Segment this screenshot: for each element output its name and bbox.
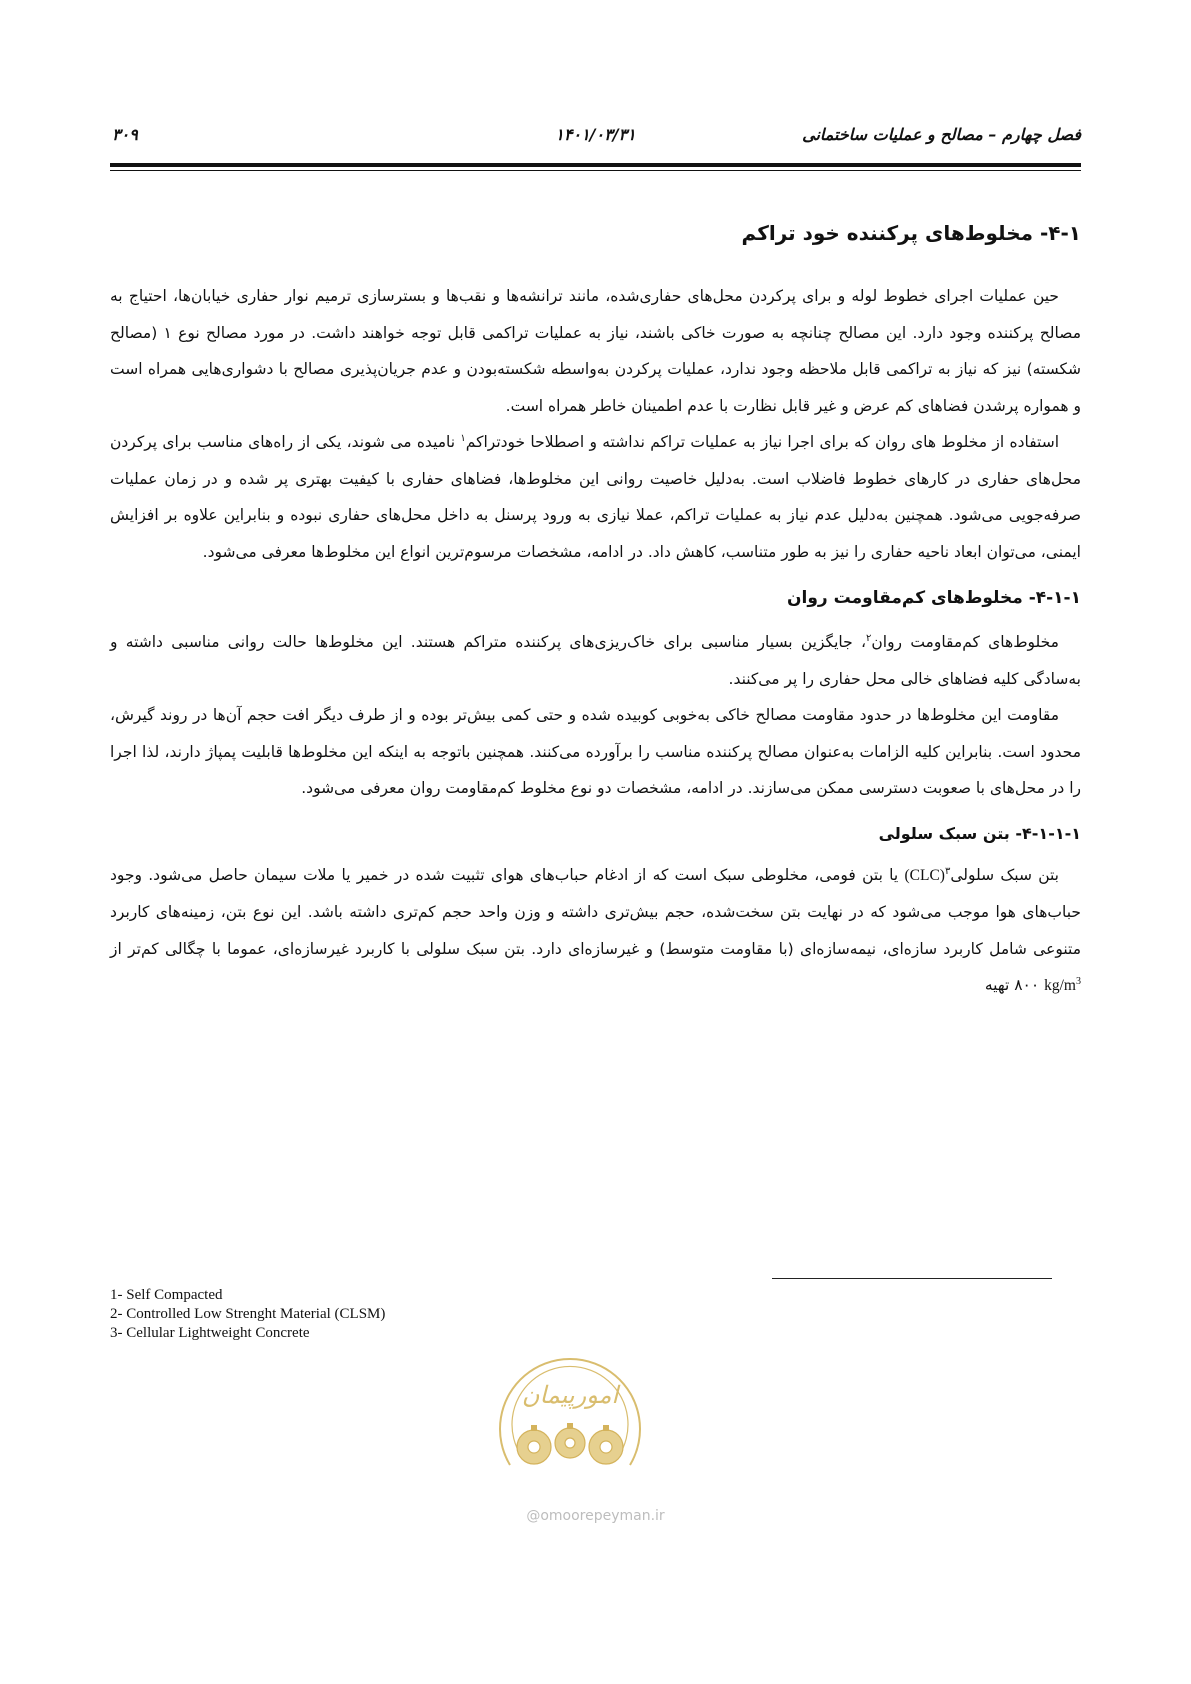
footnote-item: 1- Self Compacted xyxy=(110,1287,223,1303)
paragraph: بتن سبک سلولی$^۳$(CLC) یا بتن فومی، مخلوطی سبک است که از ادغام حباب‌های هوای تثبیت شده در خمیر یا ملات سیمان حاصل می‌شود. وجود حباب‌های هوا موجب می‌شود که در نهایت بتن سخت‌شده، حجم بیش‌تری داشته و وزن واحد حجم کم‌تری داشته باشد. این نوع بتن، زمینه‌های کاربرد متنوعی شامل کاربرد سازه‌ای، نیمه‌سازه‌ای (با مقاومت متوسط) و غیرسازه‌ای دارد. بتن سبک سلولی با کاربرد غیرسازه‌ای، عموما با چگالی کم‌تر از $kg/m^3$ ۸۰۰ تهیه xyxy=(110,865,1081,994)
footnote-ref: ۲ xyxy=(866,632,872,644)
footnote-ref: ۳ xyxy=(944,865,951,877)
chapter-title: فصل چهارم – مصالح و عملیات ساختمانی xyxy=(802,125,1081,144)
header-date: ۱۴۰۱/۰۳/۳۱ xyxy=(555,125,636,144)
footnotes xyxy=(110,1286,385,1343)
paragraph: مقاومت این مخلوط‌ها در حدود مقاومت مصالح خاکی به‌خوبی کوبیده شده و حتی کمی بیش‌تر بوده و از طرف دیگر افت حجم آن‌ها در روند گیرش، محدود است. بنابراین کلیه الزامات به‌عنوان مصالح پرکننده مناسب را برآورده می‌کنند. همچنین باتوجه به اینکه این مخلوط‌ها قابلیت پمپاژ دارند، لذا اجرا را در محل‌های با صعوبت دسترسی ممکن می‌سازند. در ادامه، مشخصات دو نوع مخلوط کم‌مقاومت روان معرفی می‌شود. xyxy=(110,706,1081,797)
logo-lettering: امورپیمان xyxy=(521,1381,619,1409)
section-heading-4-1-1: ۴-۱-۱- مخلوط‌های کم‌مقاومت روان xyxy=(787,588,1081,608)
running-header xyxy=(110,125,1081,153)
paragraph: مخلوط‌های کم‌مقاومت روان$^۲$، جایگزین بسیار مناسبی برای خاک‌ریزی‌های پرکننده متراکم هستند. این مخلوط‌ها حالت روانی مناسبی داشته و به‌سادگی کلیه فضاهای خالی محل حفاری را پر می‌کنند. xyxy=(110,632,1081,688)
page-number: ۳۰۹ xyxy=(112,125,138,144)
paragraph: استفاده از مخلوط های روان که برای اجرا نیاز به عملیات تراکم نداشته و اصطلاحا خودتراکم$^۱$ نامیده می شوند، یکی از راه‌های مناسب برای پرکردن محل‌های حفاری در کارهای خطوط فاضلاب است. به‌دلیل خاصیت روانی این مخلوط‌ها، فضاهای حفاری با کیفیت بهتری پر شده و در زمان عملیات صرفه‌جویی می‌شود. همچنین به‌دلیل عدم نیاز به عملیات تراکم، عملا نیازی به ورود پرسنل به داخل محل‌های حفاری نبوده و بنابراین علاوه بر افزایش ایمنی، می‌توان ابعاد ناحیه حفاری را نیز به طور متناسب، کاهش داد. در ادامه، مشخصات مرسوم‌ترین انواع این مخلوط‌ها معرفی می‌شود. xyxy=(110,432,1081,561)
section-heading-4-1: ۴-۱- مخلوط‌های پرکننده خود تراکم xyxy=(741,221,1081,245)
header-rule-thick xyxy=(110,163,1081,167)
publisher-seal-logo xyxy=(470,1345,670,1493)
footnote-ref: ۱ xyxy=(460,432,466,444)
paragraph: حین عملیات اجرای خطوط لوله و برای پرکردن محل‌های حفاری‌شده، مانند ترانشه‌ها و نقب‌ها و بسترسازی ترمیم نوار حفاری خیابان‌ها، احتیاج به مصالح پرکننده وجود دارد. این مصالح چنانچه به صورت خاکی باشند، نیاز به عملیات تراکمی قابل توجه خواهند داشت. در مورد مصالح نوع ۱ (مصالح شکسته) نیز که نیاز به تراکمی قابل ملاحظه وجود ندارد، عملیات پرکردن به‌واسطه شکسته‌بودن و عدم جریان‌پذیری مصالح با دشواری‌هایی همراه است و همواره پرشدن فضاهای کم عرض و غیر قابل نظارت با عدم اطمینان خاطر همراه است. xyxy=(110,287,1081,415)
footnote-item: 3- Cellular Lightweight Concrete xyxy=(110,1325,310,1341)
header-rule-thin xyxy=(110,170,1081,171)
footnote-item: 2- Controlled Low Strenght Material (CLSM) xyxy=(110,1306,386,1322)
watermark-handle: @omoorepeyman.ir xyxy=(526,1508,665,1524)
section-heading-4-1-1-1: ۴-۱-۱-۱- بتن سبک سلولی xyxy=(878,823,1081,843)
footnote-separator xyxy=(772,1278,1052,1279)
main-content xyxy=(110,218,1081,1005)
